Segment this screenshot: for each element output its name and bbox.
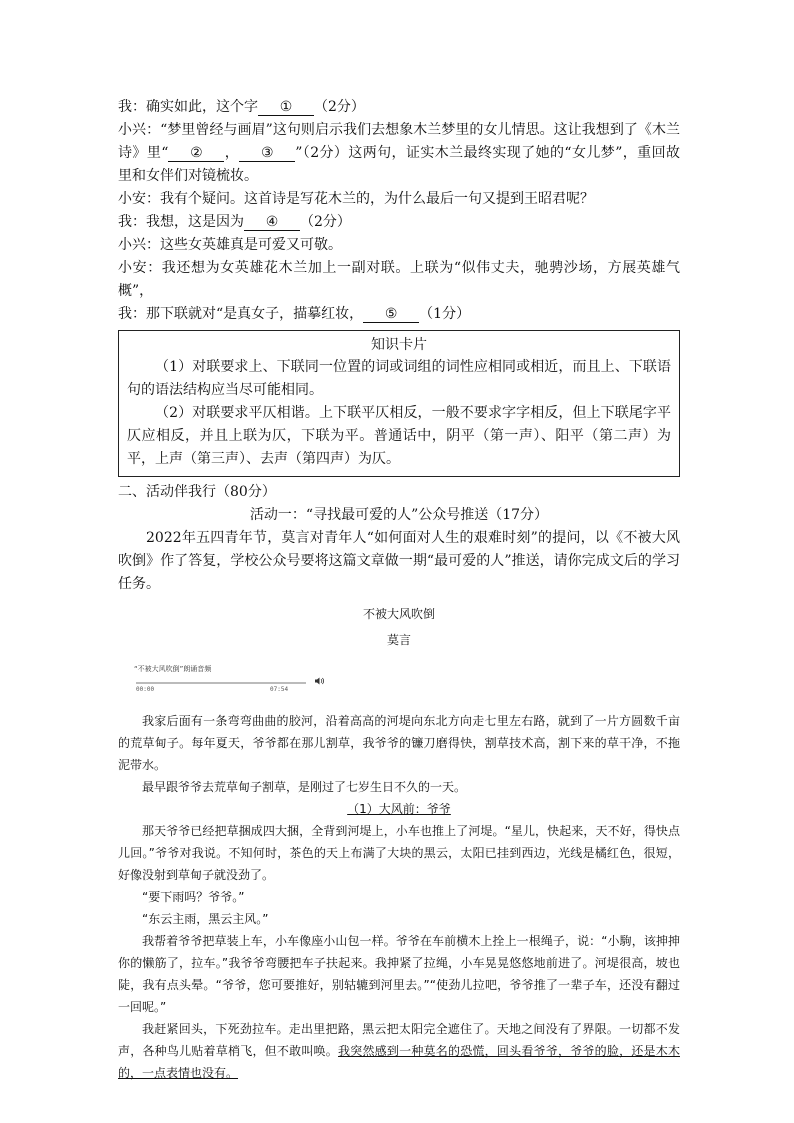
subheading-text: （1）大风前：爷爷 xyxy=(347,802,451,816)
article-title: 不被大风吹倒 xyxy=(362,607,435,621)
dialog-line-1 xyxy=(118,96,680,119)
dialog-line-6: 小安：我还想为女英雄花木兰加上一副对联。上联为“似伟丈夫，驰骋沙场，方展英雄气概”， xyxy=(118,260,680,299)
article-author: 莫言 xyxy=(386,633,411,647)
article-paragraph-7 xyxy=(118,1018,680,1084)
audio-total-time: 07:54 xyxy=(270,686,289,693)
audio-title: “不被大风吹倒”朗诵音频 xyxy=(134,665,212,673)
dialog-line-3: 小安：我有个疑问。这首诗是写花木兰的，为什么最后一句又提到王昭君呢？ xyxy=(118,191,594,207)
article-paragraph-1: 我家后面有一条弯弯曲曲的胶河，沿着高高的河堤向东北方向走七里左右路，就到了一片方圆数千亩的荒草甸子。每年夏天，爷爷都在那儿割草，我爷爷的镰刀磨得快，割草技术高，割下来的草干净，不拖泥带水。 xyxy=(118,714,680,772)
dialog-line-5: 小兴：这些女英雄真是可爱又可敬。 xyxy=(118,237,342,253)
section-heading: 二、活动伴我行（80分） xyxy=(118,484,276,500)
audio-current-time: 00:00 xyxy=(136,686,155,693)
article-paragraph-4: “要下雨吗？爷爷。” xyxy=(142,890,245,904)
exam-page xyxy=(118,96,680,1084)
dialog-text: 小兴：“梦里曾经与画眉”这句则启示我们去想象木兰梦里的女儿情思。这让我想到了《木兰诗》里“ xyxy=(118,122,680,161)
article-paragraph-2: 最早跟爷爷去荒草甸子割草，是刚过了七岁生日不久的一天。 xyxy=(142,780,467,794)
answer-blank-5[interactable]: ⑤ xyxy=(363,306,419,323)
answer-blank-3[interactable]: ③ xyxy=(239,145,295,162)
dialog-line-2 xyxy=(118,119,680,188)
score-note: （2分） xyxy=(314,99,365,115)
dialog-text: 我：我想，这是因为 xyxy=(118,214,244,230)
knowledge-card-item-1: （1）对联要求上、下联同一位置的词或词组的词性应相同或相近，而且上、下联语句的语法结构应当尽可能相同。 xyxy=(127,359,671,398)
separator: ， xyxy=(224,145,240,161)
answer-blank-2[interactable]: ② xyxy=(168,145,224,162)
score-note: （1分） xyxy=(419,306,471,322)
dialog-line-7 xyxy=(118,303,680,326)
article-paragraph-5: “东云主雨，黑云主风。” xyxy=(142,912,269,926)
knowledge-card xyxy=(118,330,680,477)
activity-heading: 活动一：“寻找最可爱的人”公众号推送（17分） xyxy=(249,507,549,523)
dialog-text: 我：确实如此，这个字 xyxy=(118,99,258,115)
underlined-sentence: 我突然感到一种莫名的恐慌，回头看爷爷，爷爷的脸，还是木木的，一点表情也没有。 xyxy=(118,1044,680,1080)
score-note: （2分） xyxy=(300,214,351,230)
article-paragraph-3: 那天爷爷已经把草捆成四大捆，全背到河堤上，小车也推上了河堤。“星儿，快起来，天不好，得快点儿回。”爷爷对我说。不知何时，茶色的天上布满了大块的黑云，太阳已挂到西边，光线是橘红色，很短，好像没射到草甸子就没劲了。 xyxy=(118,824,680,882)
knowledge-card-title: 知识卡片 xyxy=(371,337,427,353)
dialog-text: ”（2分）这两句，证实木兰最终实现了她的“女儿梦”，重回故里和女伴们对镜梳妆。 xyxy=(118,145,680,184)
dialog-line-4 xyxy=(118,211,680,234)
answer-blank-1[interactable]: ① xyxy=(258,99,314,116)
article-paragraph-6: 我帮着爷爷把草装上车，小车像座小山包一样。爷爷在车前横木上拴上一根绳子，说：“小駒，该抻抻你的懒筋了，拉车。”我爷爷弯腰把车子扶起来。我抻紧了拉绳，小车晃晃悠悠地前进了。河堤很高，坡也陡，我有点头晕。“爷爷，您可要推好，别轱辘到河里去。”“使劲儿拉吧，爷爷推了一辈子车，还没有翻过一回呢。” xyxy=(118,934,680,1014)
knowledge-card-item-2: （2）对联要求平仄相谐。上下联平仄相反，一般不要求字字相反，但上下联尾字平仄应相反，并且上联为仄，下联为平。普通话中，阴平（第一声）、阳平（第二声）为平，上声（第三声）、去声（第四声）为仄。 xyxy=(127,405,671,467)
speaker-icon[interactable] xyxy=(314,676,324,689)
audio-player[interactable] xyxy=(134,664,324,704)
paragraph-text: 我赶紧回头，下死劲拉车。走出里把路，黑云把太阳完全遮住了。天地之间没有了界限。一切都不发声，各种鸟儿贴着草梢飞，但不敢叫唤。 xyxy=(118,1022,680,1058)
dialog-text: 我：那下联就对“是真女子，描摹红妆， xyxy=(118,306,364,322)
article-subheading xyxy=(118,798,680,820)
audio-progress-bar[interactable] xyxy=(136,682,306,684)
answer-blank-4[interactable]: ④ xyxy=(244,214,300,231)
activity-intro: 2022年五四青年节，莫言对青年人“如何面对人生的艰难时刻”的提问，以《不被大风吹倒》作了答复，学校公众号要将这篇文章做一期“最可爱的人”推送，请你完成文后的学习任务。 xyxy=(118,530,680,592)
